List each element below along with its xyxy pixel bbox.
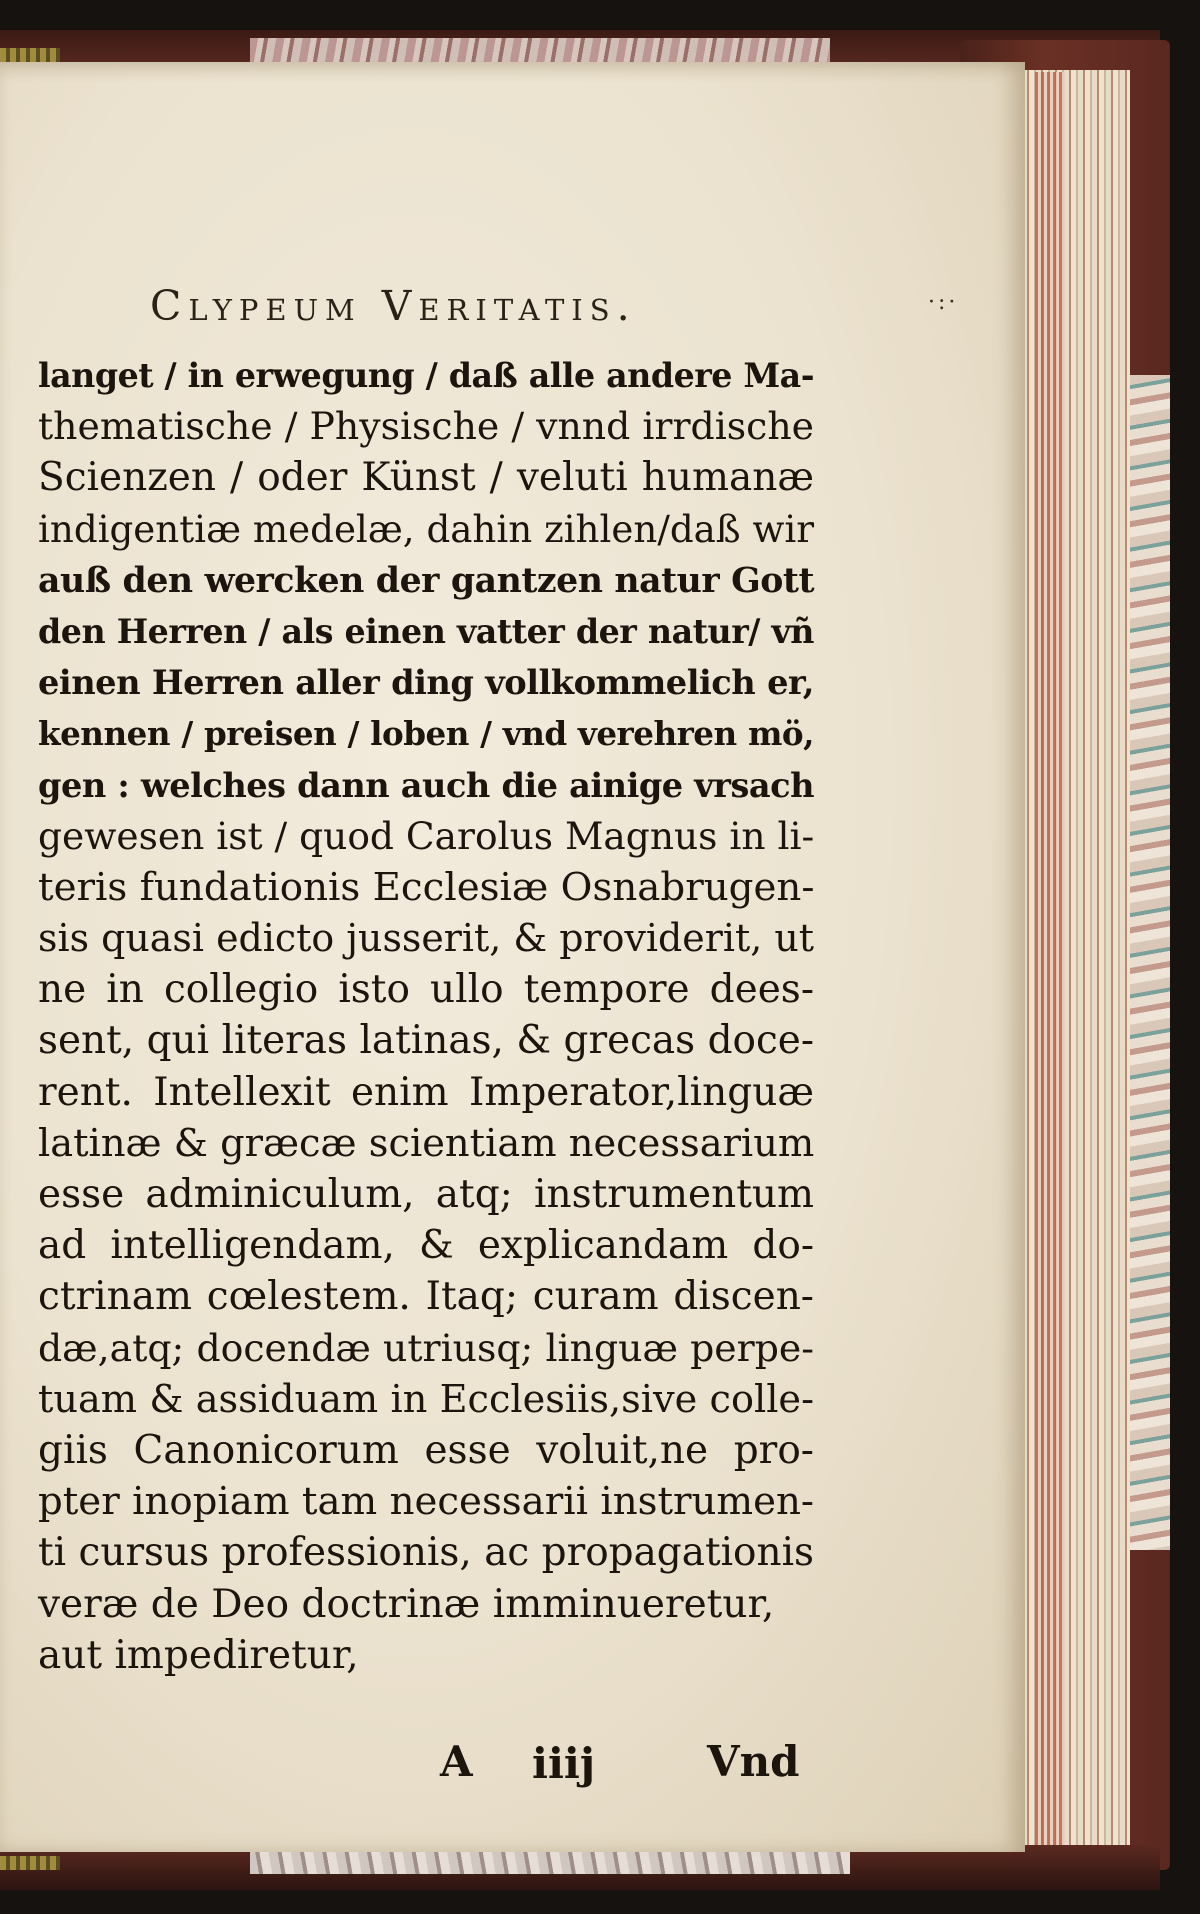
text-line: esse adminiculum, atq; instrumentum xyxy=(38,1172,814,1217)
headband-bottom xyxy=(0,1856,60,1870)
text-line: gen : welches dann auch die ainige vrsach xyxy=(38,764,814,805)
text-line: ctrinam cœlestem. Itaq; curam discen- xyxy=(38,1274,814,1320)
text-line: ti cursus professionis, ac propagationis xyxy=(38,1530,814,1576)
text-line: veræ de Deo doctrinæ imminueretur, xyxy=(38,1581,775,1627)
running-head: Clypeum Veritatis. xyxy=(150,282,637,330)
margin-dots: ·:· xyxy=(928,290,959,315)
signature-number: iiij xyxy=(532,1739,596,1788)
text-line: pter inopiam tam necessarii instrumen- xyxy=(38,1479,814,1525)
text-line: giis Canonicorum esse voluit,ne pro- xyxy=(38,1427,814,1473)
text-line: einen Herren aller ding vollkommelich er, xyxy=(38,662,814,703)
text-line: sent, qui literas latinas, & grecas doce- xyxy=(38,1018,814,1064)
text-line: tuam & assiduam in Ecclesiis,sive colle- xyxy=(38,1376,814,1422)
text-line: ne in collegio isto ullo tempore dees- xyxy=(38,967,814,1013)
text-line: latinæ & græcæ scientiam necessarium xyxy=(38,1120,815,1166)
text-line: Scienzen / oder Künst / veluti humanæ xyxy=(38,455,814,501)
text-line: den Herren / als einen vatter der natur/ vñ xyxy=(38,611,814,651)
page-footer xyxy=(440,1737,820,1797)
signature-mark: A xyxy=(440,1737,473,1786)
text-line: indigentiæ medelæ, dahin zihlen/daß wir xyxy=(38,506,814,551)
page-stack-edge xyxy=(1015,70,1130,1860)
marbled-endpaper-side xyxy=(1130,375,1170,1550)
text-line: langet / in erwegung / daß alle andere Ma- xyxy=(38,356,814,395)
text-line: auß den wercken der gantzen natur Gott xyxy=(38,559,814,601)
text-line: ad intelligendam, & explicandam do- xyxy=(38,1223,814,1269)
text-line: thematische / Physische / vnnd irrdische xyxy=(38,404,814,449)
body-text xyxy=(38,350,814,1681)
text-line: teris fundationis Ecclesiæ Osnabrugen- xyxy=(38,864,815,910)
headband-top xyxy=(0,48,60,62)
catchword: Vnd xyxy=(707,1737,800,1786)
text-line: aut impediretur, xyxy=(38,1632,359,1678)
text-line: rent. Intellexit enim Imperator,linguæ xyxy=(38,1069,814,1115)
red-page-edge xyxy=(1035,72,1065,1857)
text-line: sis quasi edicto jusserit, & providerit, ut xyxy=(38,916,814,961)
text-line: gewesen ist / quod Carolus Magnus in li- xyxy=(38,813,815,858)
text-line: kennen / preisen / loben / vnd verehren mö, xyxy=(38,714,814,754)
text-line: dæ,atq; docendæ utriusq; linguæ perpe- xyxy=(38,1325,814,1370)
book-page xyxy=(0,62,1025,1852)
